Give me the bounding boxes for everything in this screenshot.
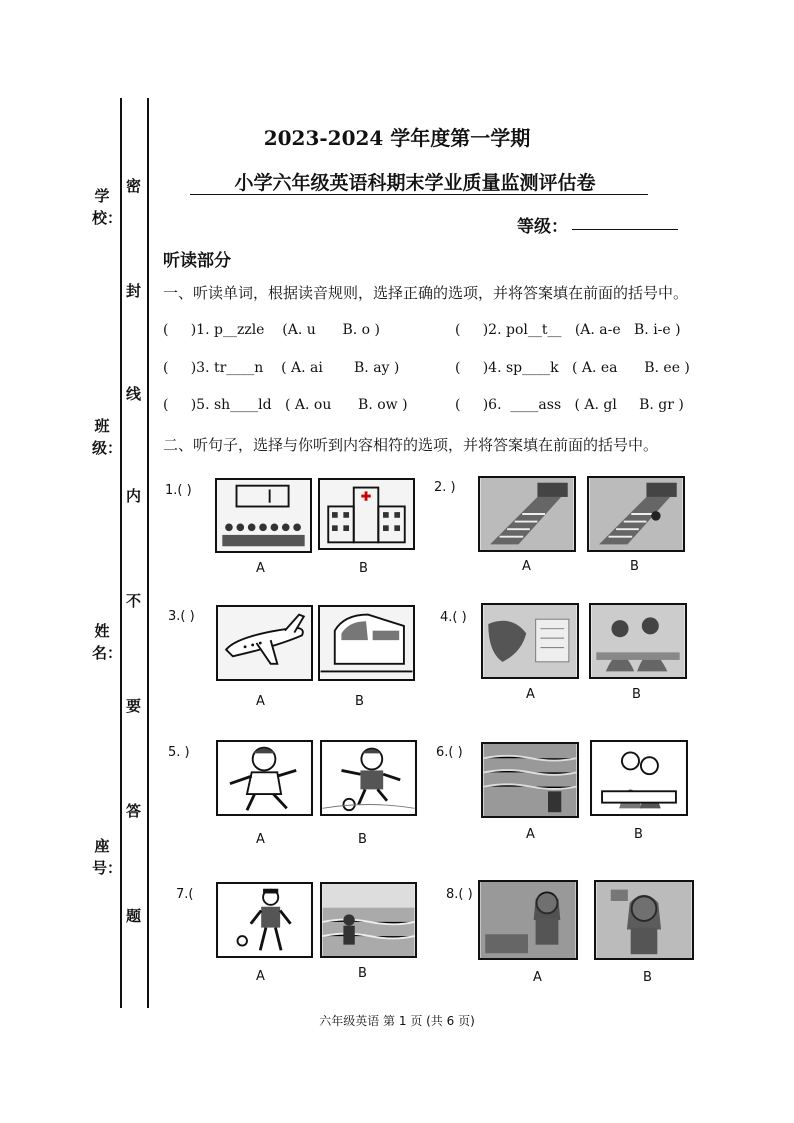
- seal-char: 要: [126, 697, 142, 715]
- option-label: A: [526, 827, 535, 842]
- seal-char: 密: [126, 177, 142, 195]
- question-number: 3.( ): [168, 609, 195, 624]
- margin-line-right: [147, 98, 149, 1008]
- part2-instruction: 二、听句子，选择与你听到内容相符的选项，并将答案填在前面的括号中。: [163, 436, 659, 454]
- grade-label: 等级：: [517, 217, 568, 237]
- option-label: A: [526, 687, 535, 702]
- question-number: 1.( ): [165, 483, 192, 498]
- option-label: A: [256, 561, 265, 576]
- option-label: B: [359, 561, 368, 576]
- name-field-label: 姓名：: [92, 622, 123, 662]
- lake-icon: [481, 742, 579, 818]
- player-icon: [216, 882, 313, 958]
- girl-icon: [478, 880, 578, 960]
- phonics-item: ( )6. ____ass ( A. gl B. gr ): [455, 397, 684, 413]
- grade-input-line[interactable]: [572, 229, 678, 230]
- classroom-icon: [215, 478, 312, 553]
- seal-char: 不: [126, 592, 142, 610]
- option-label: B: [358, 966, 367, 981]
- question-number: 8.( ): [446, 887, 473, 902]
- seal-char: 封: [126, 282, 142, 300]
- escalator-icon: [478, 476, 576, 552]
- option-label: B: [355, 694, 364, 709]
- seal-char: 答: [126, 802, 142, 820]
- escalator-icon: [587, 476, 685, 552]
- football-icon: [320, 740, 417, 816]
- page-footer: 六年级英语 第 1 页 (共 6 页): [319, 1014, 475, 1028]
- phonics-item: ( )1. p__zzle (A. u B. o ): [163, 322, 380, 338]
- option-label: B: [634, 827, 643, 842]
- hand-icon: [481, 603, 579, 679]
- part1-instruction: 一、听读单词，根据读音规则，选择正确的选项，并将答案填在前面的括号中。: [163, 284, 689, 302]
- fishing-icon: [320, 882, 417, 958]
- option-label: A: [256, 969, 265, 984]
- girl-icon: [594, 880, 694, 960]
- phonics-item: ( )4. sp____k ( A. ea B. ee ): [455, 360, 690, 376]
- seat-field-label: 座号：: [92, 837, 123, 877]
- option-label: B: [643, 970, 652, 985]
- option-label: A: [533, 970, 542, 985]
- option-label: B: [630, 559, 639, 574]
- seal-char: 内: [126, 487, 142, 505]
- question-number: 6.( ): [436, 745, 463, 760]
- train-icon: [318, 605, 415, 681]
- seal-char: 线: [126, 385, 142, 403]
- exam-title: 小学六年级英语科期末学业质量监测评估卷: [234, 172, 596, 194]
- phonics-item: ( )2. pol__t__ (A. a-e B. i-e ): [455, 322, 681, 338]
- question-number: 5. ): [168, 745, 190, 760]
- question-number: 2. ): [434, 480, 456, 495]
- seal-char: 题: [126, 907, 142, 925]
- class-field-label: 班级：: [92, 417, 123, 457]
- kungfu-icon: [216, 740, 313, 816]
- option-label: A: [522, 559, 531, 574]
- hospital-icon: [318, 478, 415, 550]
- title-underline: [190, 194, 648, 195]
- family-icon: [589, 603, 687, 679]
- section-title: 听读部分: [163, 251, 231, 271]
- question-number: 7.(: [176, 887, 194, 902]
- phonics-item: ( )3. tr____n ( A. ai B. ay ): [163, 360, 400, 376]
- year-title: 2023-2024 学年度第一学期: [263, 126, 531, 150]
- phonics-item: ( )5. sh____ld ( A. ou B. ow ): [163, 397, 408, 413]
- question-number: 4.( ): [440, 610, 467, 625]
- school-field-label: 学校：: [92, 187, 123, 227]
- airplane-icon: [216, 605, 313, 681]
- option-label: A: [256, 832, 265, 847]
- option-label: A: [256, 694, 265, 709]
- couple-icon: [590, 740, 688, 816]
- option-label: B: [358, 832, 367, 847]
- option-label: B: [632, 687, 641, 702]
